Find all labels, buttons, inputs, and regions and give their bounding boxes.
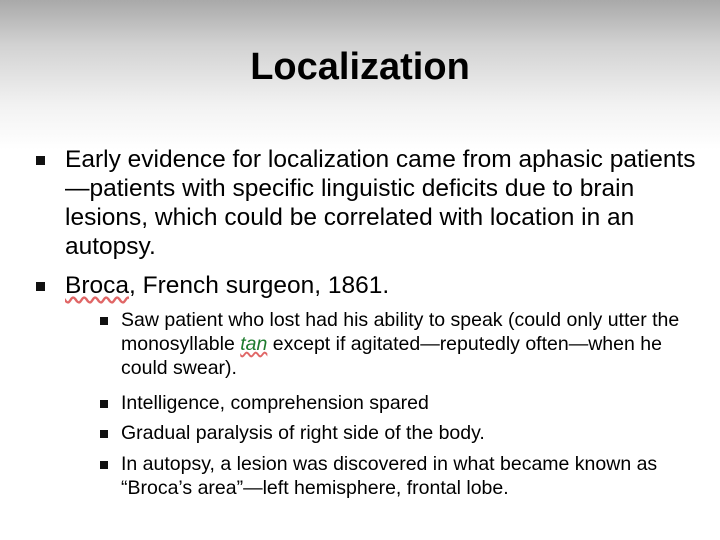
sub-bullet-text: Intelligence, comprehension spared bbox=[121, 392, 429, 414]
bullet-early-evidence bbox=[36, 145, 696, 261]
tan-word: tan bbox=[240, 333, 268, 355]
bullet-text: Early evidence for localization came from aphasic patients—patients with specific linguistic deficits due to brain lesions, which could be correlated with location in an autopsy. bbox=[65, 146, 696, 260]
sub-bullet-text-before: Saw patient who lost had his ability to speak (could only utter the monosyllable bbox=[121, 309, 680, 355]
square-bullet-icon bbox=[100, 430, 108, 438]
broca-detail: , French surgeon, 1861. bbox=[129, 272, 390, 299]
bullet-text bbox=[65, 271, 389, 300]
bullet-broca bbox=[36, 271, 696, 300]
sub-bullet-text: Gradual paralysis of right side of the body. bbox=[121, 422, 485, 444]
sub-bullet-intelligence bbox=[100, 391, 700, 415]
square-bullet-icon bbox=[100, 317, 108, 325]
sub-bullet-autopsy bbox=[100, 452, 700, 500]
square-bullet-icon bbox=[100, 400, 108, 408]
broca-name: Broca bbox=[65, 272, 130, 299]
sub-bullet-text bbox=[121, 308, 700, 380]
slide-title: Localization bbox=[250, 46, 470, 88]
sub-bullet-text-after: except if agitated—reputedly often—when he could swear). bbox=[121, 333, 662, 379]
sub-bullet-patient bbox=[100, 308, 700, 380]
square-bullet-icon bbox=[36, 156, 45, 165]
square-bullet-icon bbox=[36, 282, 45, 291]
sub-bullet-text: In autopsy, a lesion was discovered in what became known as “Broca’s area”—left hemisphere, frontal lobe. bbox=[121, 453, 658, 499]
sub-bullet-paralysis bbox=[100, 421, 700, 445]
square-bullet-icon bbox=[100, 461, 108, 469]
